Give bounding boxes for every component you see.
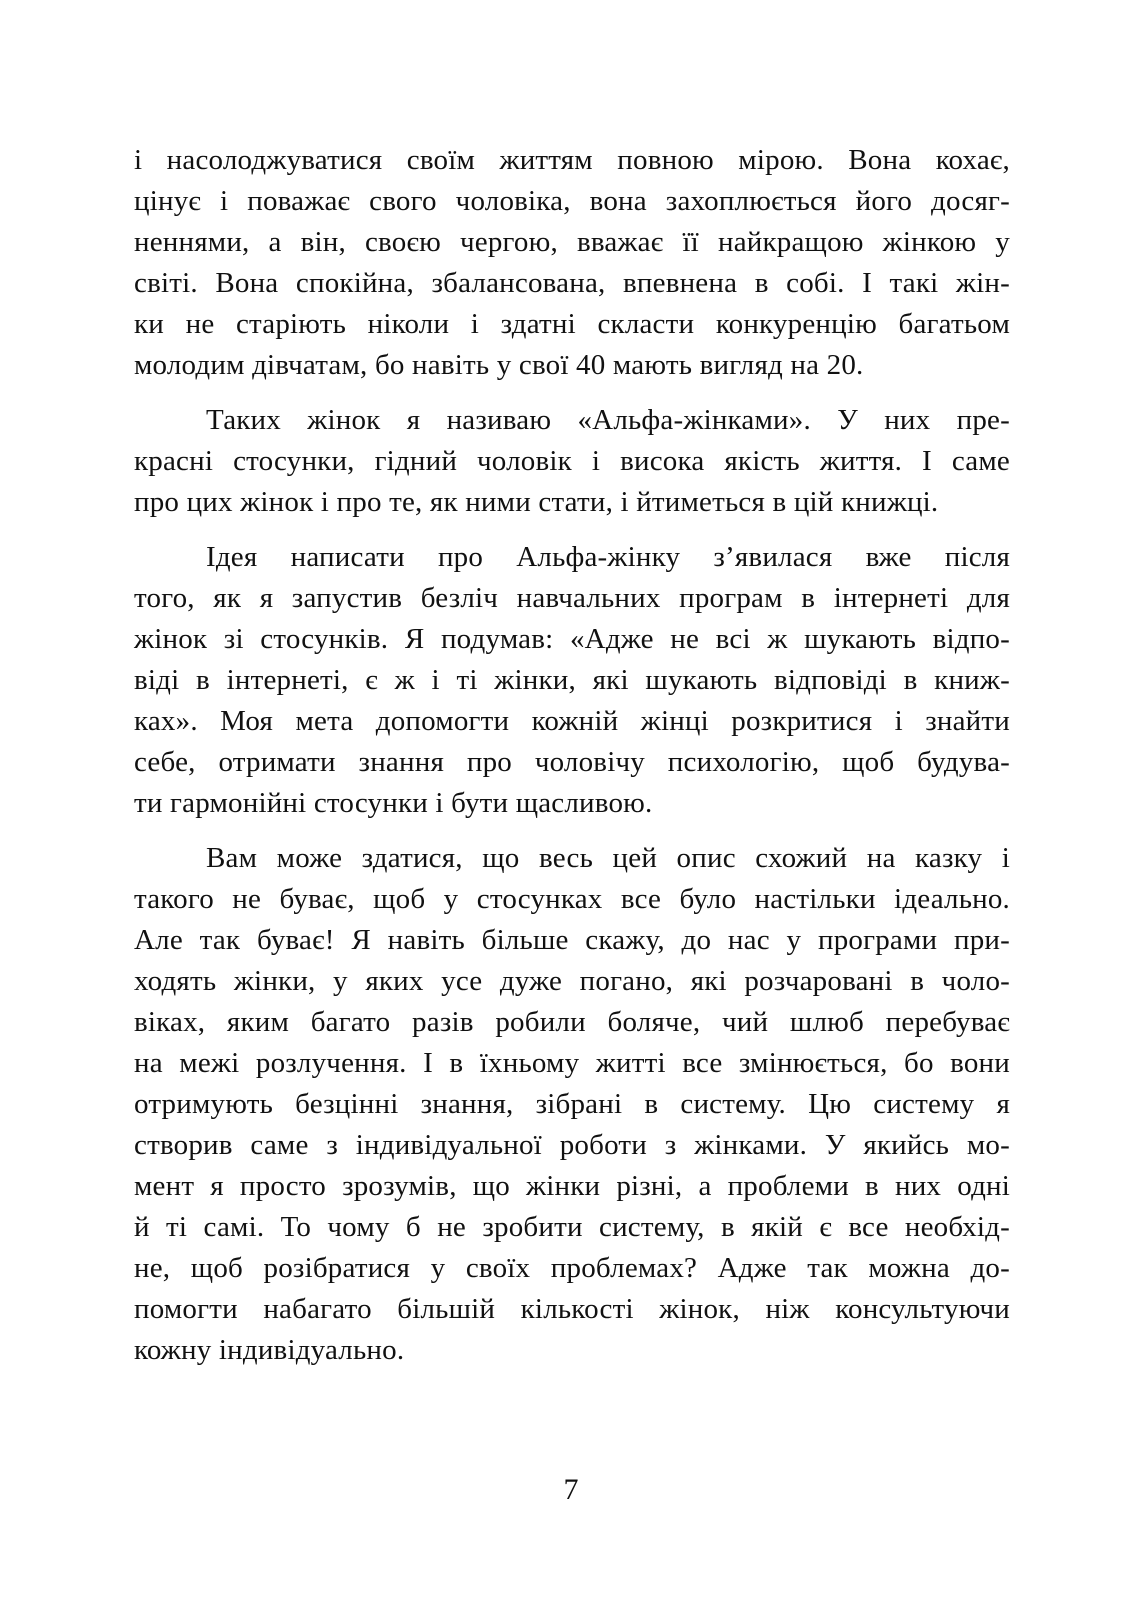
text-line: кожну індивідуально. — [134, 1334, 405, 1366]
text-line: Але так буває! Я навіть більше скажу, до нас у програми при- — [134, 924, 1010, 956]
paragraph — [134, 400, 1010, 523]
text-line: світі. Вона спокійна, збалансована, впевнена в собі. І такі жін- — [134, 267, 1010, 299]
paragraph — [134, 838, 1010, 1371]
text-line: отримують безцінні знання, зібрані в систему. Цю систему я — [134, 1088, 1010, 1120]
text-line: і насолоджуватися своїм життям повною мірою. Вона кохає, — [134, 144, 1010, 176]
text-line: молодим дівчатам, бо навіть у свої 40 мають вигляд на 20. — [134, 349, 864, 381]
page-number: 7 — [563, 1473, 579, 1506]
text-line: красні стосунки, гідний чоловік і висока якість життя. І саме — [134, 445, 1010, 477]
text-line: ходять жінки, у яких усе дуже погано, які розчаровані в чоло- — [134, 965, 1010, 997]
text-content — [134, 140, 1010, 1385]
text-line: неннями, а він, своєю чергою, вважає її найкращою жінкою у — [134, 226, 1010, 258]
text-line: й ті самі. То чому б не зробити систему, в якій є все необхід- — [134, 1211, 1010, 1243]
text-line: на межі розлучення. І в їхньому житті все змінюється, бо вони — [134, 1047, 1010, 1079]
text-line: ки не старіють ніколи і здатні скласти конкуренцію багатьом — [134, 308, 1010, 340]
text-line: того, як я запустив безліч навчальних програм в інтернеті для — [134, 582, 1010, 614]
text-line: ках». Моя мета допомогти кожній жінці розкритися і знайти — [134, 705, 1010, 737]
text-line: цінує і поважає свого чоловіка, вона захоплюється його досяг- — [134, 185, 1010, 217]
text-line: віках, яким багато разів робили боляче, чий шлюб перебуває — [134, 1006, 1010, 1038]
text-line: Вам може здатися, що весь цей опис схожий на казку і — [206, 842, 1010, 874]
text-line: мент я просто зрозумів, що жінки різні, а проблеми в них одні — [134, 1170, 1010, 1202]
text-line: не, щоб розібратися у своїх проблемах? Адже так можна до- — [134, 1252, 1010, 1284]
paragraph — [134, 140, 1010, 386]
text-line: себе, отримати знання про чоловічу психологію, щоб будува- — [134, 746, 1010, 778]
text-line: про цих жінок і про те, як ними стати, і йтиметься в цій книжці. — [134, 486, 939, 518]
text-line: жінок зі стосунків. Я подумав: «Адже не всі ж шукають відпо- — [134, 623, 1010, 655]
text-line: Ідея написати про Альфа-жінку з’явилася вже після — [206, 541, 1010, 573]
text-line: віді в інтернеті, є ж і ті жінки, які шукають відповіді в книж- — [134, 664, 1010, 696]
text-line: створив саме з індивідуальної роботи з жінками. У якийсь мо- — [134, 1129, 1010, 1161]
text-line: Таких жінок я називаю «Альфа-жінками». У них пре- — [206, 404, 1010, 436]
text-line: ти гармонійні стосунки і бути щасливою. — [134, 787, 653, 819]
text-line: помогти набагато більшій кількості жінок, ніж консультуючи — [134, 1293, 1010, 1325]
text-line: такого не буває, щоб у стосунках все було настільки ідеально. — [134, 883, 1010, 915]
paragraph — [134, 537, 1010, 824]
